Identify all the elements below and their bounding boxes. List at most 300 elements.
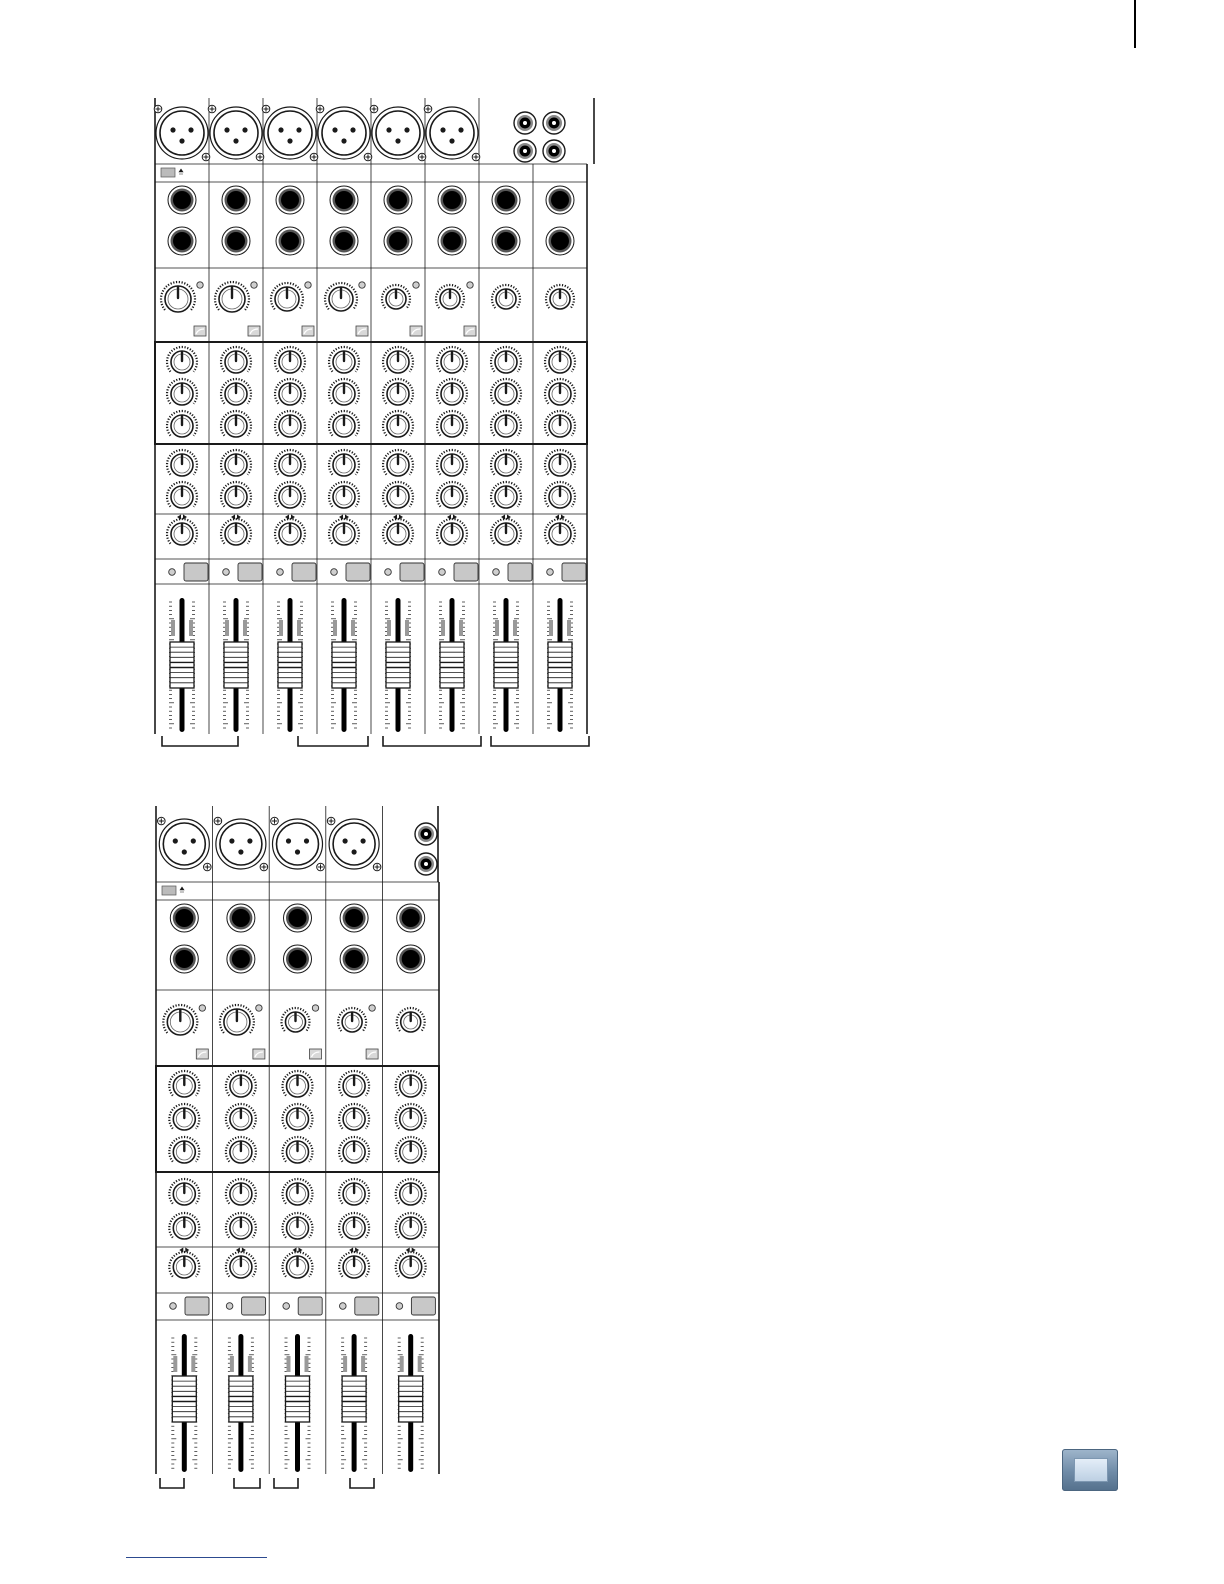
mixer-diagram-top xyxy=(150,98,600,750)
gain-knob[interactable] xyxy=(220,1005,254,1035)
quarter-inch-jack[interactable] xyxy=(492,186,520,214)
xlr-face xyxy=(277,823,319,865)
led-indicator xyxy=(223,569,230,576)
channel-fader[interactable] xyxy=(277,598,303,732)
eq-knob[interactable] xyxy=(221,379,251,405)
jack-hole xyxy=(345,950,363,968)
fader-cap-body xyxy=(229,1376,253,1422)
channel-fader[interactable] xyxy=(228,1334,254,1472)
eq-knob[interactable] xyxy=(545,379,575,405)
channel-fader[interactable] xyxy=(331,598,357,732)
xlr-pin xyxy=(224,127,229,132)
fader-unity-mark xyxy=(189,620,193,636)
xlr-pin xyxy=(233,138,238,143)
channel-fader[interactable] xyxy=(223,598,249,732)
jack-hole xyxy=(497,191,515,209)
led-indicator xyxy=(493,569,500,576)
mute-button[interactable] xyxy=(562,563,586,581)
aux-send-knob[interactable] xyxy=(545,450,575,476)
aux-send-knob[interactable] xyxy=(226,1179,256,1205)
eq-knob[interactable] xyxy=(339,1137,369,1163)
led-indicator xyxy=(226,1303,233,1310)
fader-unity-mark xyxy=(297,620,301,636)
fader-unity-mark xyxy=(405,620,409,636)
rca-jack[interactable] xyxy=(543,140,565,162)
stereo-bracket xyxy=(491,736,589,746)
xlr-input[interactable] xyxy=(327,817,381,871)
xlr-pin xyxy=(278,127,283,132)
xlr-pin xyxy=(191,838,196,843)
eq-knob[interactable] xyxy=(396,1071,426,1097)
quarter-inch-jack[interactable] xyxy=(168,186,196,214)
channel-strip xyxy=(271,817,325,1472)
led-indicator xyxy=(359,282,365,288)
channel-fader[interactable] xyxy=(398,1334,424,1472)
jack-hole xyxy=(551,232,569,250)
rca-jack[interactable] xyxy=(415,823,437,845)
low-cut-button xyxy=(196,1049,208,1059)
mute-button[interactable] xyxy=(411,1297,435,1315)
fader-cap xyxy=(286,1376,310,1422)
led-indicator xyxy=(283,1303,290,1310)
jack-hole xyxy=(335,191,353,209)
pan-knob[interactable] xyxy=(396,1248,426,1279)
eq-knob[interactable] xyxy=(383,379,413,405)
rca-pin xyxy=(424,832,428,836)
eq-knob[interactable] xyxy=(545,347,575,373)
aux-send-knob[interactable] xyxy=(437,482,467,508)
xlr-face xyxy=(376,111,420,155)
gain-knob[interactable] xyxy=(282,1008,310,1032)
quarter-inch-jack[interactable] xyxy=(222,227,250,255)
mute-button[interactable] xyxy=(238,563,262,581)
rca-jack[interactable] xyxy=(514,112,536,134)
quarter-inch-jack[interactable] xyxy=(330,186,358,214)
channel-strip xyxy=(396,904,436,1472)
fader-unity-mark xyxy=(173,1356,177,1372)
channel-strip xyxy=(214,817,268,1472)
pan-knob[interactable] xyxy=(329,515,359,546)
jack-hole xyxy=(173,191,191,209)
jack-hole xyxy=(173,232,191,250)
eq-knob[interactable] xyxy=(275,379,305,405)
xlr-input[interactable] xyxy=(214,817,268,871)
eq-knob[interactable] xyxy=(167,411,197,437)
mute-button[interactable] xyxy=(292,563,316,581)
pan-knob[interactable] xyxy=(339,1248,369,1279)
led-indicator xyxy=(369,1005,375,1011)
xlr-pin xyxy=(343,838,348,843)
quarter-inch-jack[interactable] xyxy=(284,945,312,973)
aux-send-knob[interactable] xyxy=(383,450,413,476)
low-cut-switch[interactable] xyxy=(194,326,206,336)
led-indicator xyxy=(439,569,446,576)
jack-hole xyxy=(443,191,461,209)
pan-knob[interactable] xyxy=(275,515,305,546)
low-cut-switch[interactable] xyxy=(253,1049,265,1059)
mute-button[interactable] xyxy=(185,1297,209,1315)
fader-cap xyxy=(386,642,410,688)
quarter-inch-jack[interactable] xyxy=(340,945,368,973)
fader-unity-mark xyxy=(191,1356,195,1372)
quarter-inch-jack[interactable] xyxy=(546,227,574,255)
fader-cap-body xyxy=(440,642,464,688)
quarter-inch-jack[interactable] xyxy=(276,186,304,214)
xlr-input[interactable] xyxy=(424,105,480,161)
eq-knob[interactable] xyxy=(283,1071,313,1097)
rca-jack[interactable] xyxy=(415,853,437,875)
channel-strip xyxy=(316,105,372,732)
aux-send-knob[interactable] xyxy=(221,450,251,476)
fader-unity-mark xyxy=(495,620,499,636)
jack-hole xyxy=(345,909,363,927)
aux-send-knob[interactable] xyxy=(167,482,197,508)
low-cut-switch[interactable] xyxy=(248,326,260,336)
low-cut-button xyxy=(248,326,260,336)
eq-knob[interactable] xyxy=(167,379,197,405)
eq-knob[interactable] xyxy=(221,347,251,373)
quarter-inch-jack[interactable] xyxy=(276,227,304,255)
xlr-pin xyxy=(404,127,409,132)
low-cut-switch[interactable] xyxy=(410,326,422,336)
led-indicator xyxy=(199,1005,205,1011)
led-indicator xyxy=(251,282,257,288)
mute-button[interactable] xyxy=(184,563,208,581)
channel-fader[interactable] xyxy=(285,1334,311,1472)
channel-fader[interactable] xyxy=(493,598,519,732)
mute-button[interactable] xyxy=(298,1297,322,1315)
xlr-pin xyxy=(247,838,252,843)
led-indicator xyxy=(396,1303,403,1310)
pan-knob[interactable] xyxy=(226,1248,256,1279)
gain-knob[interactable] xyxy=(436,285,464,309)
fader-unity-mark xyxy=(513,620,517,636)
quarter-inch-jack[interactable] xyxy=(438,186,466,214)
quarter-inch-jack[interactable] xyxy=(384,227,412,255)
quarter-inch-jack[interactable] xyxy=(170,945,198,973)
fader-cap xyxy=(229,1376,253,1422)
eq-knob[interactable] xyxy=(491,411,521,437)
fader-unity-mark xyxy=(279,620,283,636)
eq-knob[interactable] xyxy=(283,1104,313,1130)
eq-knob[interactable] xyxy=(545,411,575,437)
fader-unity-mark xyxy=(361,1356,365,1372)
aux-send-knob[interactable] xyxy=(383,482,413,508)
xlr-input[interactable] xyxy=(262,105,318,161)
fader-cap-body xyxy=(170,642,194,688)
channel-fader[interactable] xyxy=(439,598,465,732)
eq-knob[interactable] xyxy=(491,379,521,405)
xlr-pin xyxy=(188,127,193,132)
page-tab[interactable] xyxy=(1062,1449,1118,1491)
channel-fader[interactable] xyxy=(169,598,195,732)
xlr-pin xyxy=(170,127,175,132)
aux-send-knob[interactable] xyxy=(396,1213,426,1239)
fader-unity-mark xyxy=(567,620,571,636)
pan-knob[interactable] xyxy=(169,1248,199,1279)
aux-send-knob[interactable] xyxy=(275,482,305,508)
xlr-pin xyxy=(238,849,243,854)
channel-fader[interactable] xyxy=(171,1334,197,1472)
aux-send-knob[interactable] xyxy=(339,1213,369,1239)
eq-knob[interactable] xyxy=(329,347,359,373)
channel-strip xyxy=(424,105,480,732)
quarter-inch-jack[interactable] xyxy=(284,904,312,932)
aux-send-knob[interactable] xyxy=(491,450,521,476)
fader-cap xyxy=(224,642,248,688)
eq-knob[interactable] xyxy=(169,1071,199,1097)
gain-knob[interactable] xyxy=(163,1005,197,1035)
jack-hole xyxy=(281,191,299,209)
aux-send-knob[interactable] xyxy=(275,450,305,476)
quarter-inch-jack[interactable] xyxy=(170,904,198,932)
xlr-face xyxy=(430,111,474,155)
rca-jack[interactable] xyxy=(514,140,536,162)
quarter-inch-jack[interactable] xyxy=(227,904,255,932)
fader-cap xyxy=(278,642,302,688)
eq-knob[interactable] xyxy=(275,411,305,437)
aux-send-knob[interactable] xyxy=(169,1213,199,1239)
fader-cap-body xyxy=(494,642,518,688)
jack-hole xyxy=(497,232,515,250)
fader-cap xyxy=(494,642,518,688)
led-indicator xyxy=(197,282,203,288)
pan-knob[interactable] xyxy=(283,1248,313,1279)
low-cut-switch[interactable] xyxy=(366,1049,378,1059)
gain-knob[interactable] xyxy=(546,285,574,309)
low-cut-switch[interactable] xyxy=(302,326,314,336)
quarter-inch-jack[interactable] xyxy=(397,904,425,932)
footer-rule xyxy=(126,1557,267,1558)
jack-hole xyxy=(551,191,569,209)
aux-send-knob[interactable] xyxy=(339,1179,369,1205)
pan-knob[interactable] xyxy=(221,515,251,546)
fader-unity-mark xyxy=(441,620,445,636)
eq-knob[interactable] xyxy=(226,1137,256,1163)
rca-jack[interactable] xyxy=(543,112,565,134)
xlr-pin xyxy=(173,838,178,843)
jack-hole xyxy=(281,232,299,250)
channel-strip xyxy=(158,817,212,1472)
xlr-face xyxy=(163,823,205,865)
xlr-face xyxy=(268,111,312,155)
led-indicator xyxy=(340,1303,347,1310)
eq-knob[interactable] xyxy=(329,379,359,405)
led-indicator xyxy=(385,569,392,576)
xlr-input[interactable] xyxy=(158,817,212,871)
quarter-inch-jack[interactable] xyxy=(384,186,412,214)
fader-cap-body xyxy=(399,1376,423,1422)
led-indicator xyxy=(305,282,311,288)
rca-pin xyxy=(523,121,527,125)
gain-knob[interactable] xyxy=(382,285,410,309)
xlr-input[interactable] xyxy=(271,817,325,871)
low-cut-switch[interactable] xyxy=(310,1049,322,1059)
eq-knob[interactable] xyxy=(169,1137,199,1163)
xlr-pin xyxy=(449,138,454,143)
fader-unity-mark xyxy=(418,1356,422,1372)
fader-cap xyxy=(172,1376,196,1422)
fader-unity-mark xyxy=(333,620,337,636)
eq-knob[interactable] xyxy=(169,1104,199,1130)
fader-unity-mark xyxy=(387,620,391,636)
eq-knob[interactable] xyxy=(437,347,467,373)
led-indicator xyxy=(169,569,176,576)
aux-send-knob[interactable] xyxy=(283,1179,313,1205)
eq-knob[interactable] xyxy=(226,1104,256,1130)
quarter-inch-jack[interactable] xyxy=(227,945,255,973)
xlr-face xyxy=(160,111,204,155)
channel-strip xyxy=(327,817,381,1472)
gain-knob[interactable] xyxy=(161,282,195,312)
eq-knob[interactable] xyxy=(437,379,467,405)
xlr-pin xyxy=(287,138,292,143)
fader-unity-mark xyxy=(243,620,247,636)
low-cut-button xyxy=(194,326,206,336)
channel-fader[interactable] xyxy=(547,598,573,732)
fader-unity-mark xyxy=(287,1356,291,1372)
eq-knob[interactable] xyxy=(437,411,467,437)
eq-knob[interactable] xyxy=(167,347,197,373)
aux-send-knob[interactable] xyxy=(283,1213,313,1239)
rca-pin xyxy=(424,862,428,866)
aux-send-knob[interactable] xyxy=(169,1179,199,1205)
mute-button[interactable] xyxy=(346,563,370,581)
mute-button[interactable] xyxy=(454,563,478,581)
xlr-input[interactable] xyxy=(370,105,426,161)
eq-knob[interactable] xyxy=(221,411,251,437)
pan-knob[interactable] xyxy=(491,515,521,546)
quarter-inch-jack[interactable] xyxy=(492,227,520,255)
pan-knob[interactable] xyxy=(167,515,197,546)
eq-knob[interactable] xyxy=(396,1137,426,1163)
mute-button[interactable] xyxy=(400,563,424,581)
xlr-pin xyxy=(352,849,357,854)
jack-hole xyxy=(175,950,193,968)
channel-strip xyxy=(154,105,210,732)
fader-cap-body xyxy=(342,1376,366,1422)
aux-send-knob[interactable] xyxy=(437,450,467,476)
fader-unity-mark xyxy=(225,620,229,636)
channel-fader[interactable] xyxy=(385,598,411,732)
quarter-inch-jack[interactable] xyxy=(546,186,574,214)
fader-cap xyxy=(399,1376,423,1422)
jack-hole xyxy=(232,950,250,968)
jack-hole xyxy=(232,909,250,927)
aux-send-knob[interactable] xyxy=(329,450,359,476)
aux-send-knob[interactable] xyxy=(329,482,359,508)
led-indicator xyxy=(413,282,419,288)
fader-unity-mark xyxy=(248,1356,252,1372)
xlr-pin xyxy=(229,838,234,843)
xlr-input[interactable] xyxy=(208,105,264,161)
fader-unity-mark xyxy=(549,620,553,636)
quarter-inch-jack[interactable] xyxy=(397,945,425,973)
top-edge-rule xyxy=(1134,0,1136,48)
gain-knob[interactable] xyxy=(325,283,357,311)
fader-cap xyxy=(332,642,356,688)
aux-send-knob[interactable] xyxy=(221,482,251,508)
low-cut-switch[interactable] xyxy=(464,326,476,336)
insert-arrow-icon xyxy=(179,169,183,174)
xlr-face xyxy=(322,111,366,155)
eq-knob[interactable] xyxy=(283,1137,313,1163)
jack-hole xyxy=(175,909,193,927)
insert-switch xyxy=(161,168,175,177)
eq-knob[interactable] xyxy=(383,347,413,373)
low-cut-button xyxy=(356,326,368,336)
gain-knob[interactable] xyxy=(215,282,249,312)
stereo-bracket xyxy=(350,1478,374,1488)
stereo-bracket xyxy=(162,736,238,746)
eq-knob[interactable] xyxy=(396,1104,426,1130)
mute-button[interactable] xyxy=(242,1297,266,1315)
pan-knob[interactable] xyxy=(383,515,413,546)
jack-hole xyxy=(227,232,245,250)
eq-knob[interactable] xyxy=(383,411,413,437)
aux-send-knob[interactable] xyxy=(167,450,197,476)
aux-send-knob[interactable] xyxy=(545,482,575,508)
pan-knob[interactable] xyxy=(437,515,467,546)
channel-fader[interactable] xyxy=(341,1334,367,1472)
jack-hole xyxy=(289,909,307,927)
quarter-inch-jack[interactable] xyxy=(168,227,196,255)
channel-strip xyxy=(370,105,426,732)
aux-send-knob[interactable] xyxy=(226,1213,256,1239)
mute-button[interactable] xyxy=(508,563,532,581)
xlr-face xyxy=(214,111,258,155)
low-cut-switch[interactable] xyxy=(196,1049,208,1059)
xlr-input[interactable] xyxy=(154,105,210,161)
quarter-inch-jack[interactable] xyxy=(330,227,358,255)
jack-hole xyxy=(402,909,420,927)
pan-knob[interactable] xyxy=(545,515,575,546)
low-cut-switch[interactable] xyxy=(356,326,368,336)
fader-unity-mark xyxy=(351,620,355,636)
mute-button[interactable] xyxy=(355,1297,379,1315)
jack-hole xyxy=(389,191,407,209)
aux-send-knob[interactable] xyxy=(491,482,521,508)
jack-hole xyxy=(335,232,353,250)
low-cut-button xyxy=(464,326,476,336)
gain-knob[interactable] xyxy=(271,283,303,311)
quarter-inch-jack[interactable] xyxy=(438,227,466,255)
xlr-pin xyxy=(295,849,300,854)
fader-cap-body xyxy=(224,642,248,688)
fader-cap xyxy=(170,642,194,688)
fader-unity-mark xyxy=(171,620,175,636)
aux-send-knob[interactable] xyxy=(396,1179,426,1205)
fader-unity-mark xyxy=(230,1356,234,1372)
eq-knob[interactable] xyxy=(491,347,521,373)
insert-arrow-icon xyxy=(180,887,184,892)
gain-knob[interactable] xyxy=(338,1008,366,1032)
eq-knob[interactable] xyxy=(329,411,359,437)
quarter-inch-jack[interactable] xyxy=(340,904,368,932)
eq-knob[interactable] xyxy=(275,347,305,373)
quarter-inch-jack[interactable] xyxy=(222,186,250,214)
eq-knob[interactable] xyxy=(339,1104,369,1130)
gain-knob[interactable] xyxy=(492,285,520,309)
jack-hole xyxy=(289,950,307,968)
xlr-pin xyxy=(179,138,184,143)
gain-knob[interactable] xyxy=(397,1008,425,1032)
mixer-body xyxy=(156,806,439,1488)
eq-knob[interactable] xyxy=(226,1071,256,1097)
fader-cap-body xyxy=(332,642,356,688)
eq-knob[interactable] xyxy=(339,1071,369,1097)
xlr-input[interactable] xyxy=(316,105,372,161)
